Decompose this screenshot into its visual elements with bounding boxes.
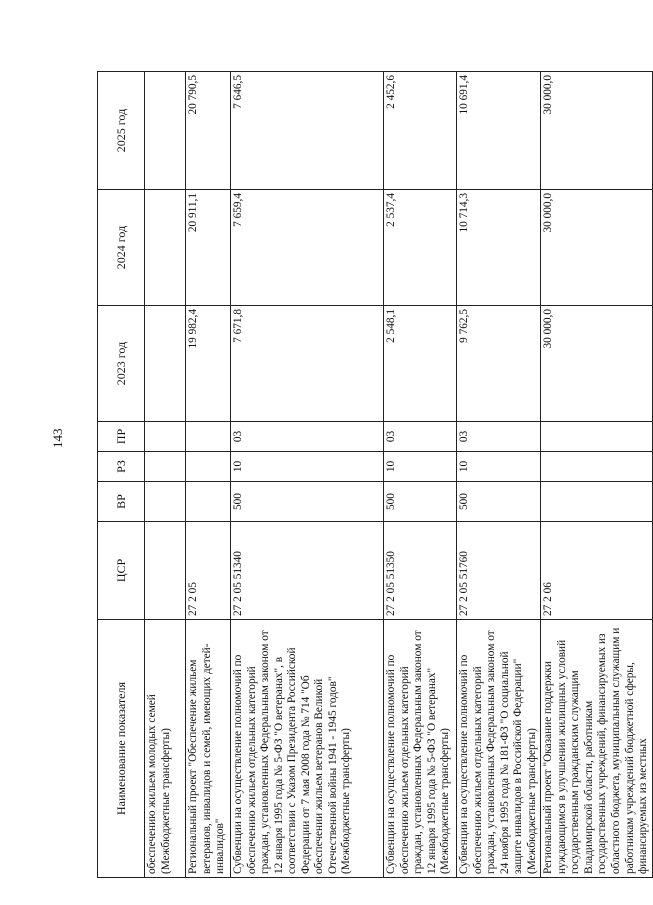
cell-vr: 500 [384,482,457,522]
cell-csr: 27 2 05 51350 [384,522,457,620]
table-row [541,72,652,878]
cell-2025: 20 790,5 [186,72,231,190]
cell-2025: 2 452,6 [384,72,457,190]
cell-2023: 7 671,8 [231,306,384,422]
header-2023: 2023 год [98,306,145,422]
cell-name: Субвенции на осуществление полномочий по обеспечению жильем отдельных категорий граждан, установленных Федеральным законом от 12 января 1995 года № 5-ФЗ "О ветеранах", в соответствии с Указом Президента Российской Федерации от 7 мая 2008 года № 714 "Об обеспечении жильем ветеранов Великой Отечественной войны 1941 - 1945 годов" (Межбюджетные трансферты) [231,620,384,878]
cell-pr: 03 [384,422,457,452]
budget-table-sheet [97,72,650,878]
cell-2024: 30 000,0 [541,190,652,306]
cell-pr: 03 [231,422,384,452]
cell-2024: 20 911,1 [186,190,231,306]
cell-csr [145,522,186,620]
cell-csr: 27 2 05 51340 [231,522,384,620]
cell-name: Региональный проект "Обеспечение жильем ветеранов, инвалидов и семей, имеющих детей-инвалидов" [186,620,231,878]
cell-pr [541,422,652,452]
page-number: 143 [50,428,65,448]
cell-2024: 10 714,3 [457,190,541,306]
cell-vr: 500 [457,482,541,522]
cell-csr: 27 2 05 [186,522,231,620]
cell-2023: 2 548,1 [384,306,457,422]
header-vr: ВР [98,482,145,522]
cell-name: обеспечению жильем молодых семей (Межбюджетные трансферты) [145,620,186,878]
cell-csr: 27 2 06 [541,522,652,620]
cell-2025: 7 646,5 [231,72,384,190]
cell-rz: 10 [384,452,457,482]
cell-2025: 30 000,0 [541,72,652,190]
cell-pr [186,422,231,452]
cell-vr [186,482,231,522]
table-header-row [98,72,145,878]
cell-vr [145,482,186,522]
cell-2024 [145,190,186,306]
cell-2024: 2 537,4 [384,190,457,306]
cell-rz [145,452,186,482]
cell-vr [541,482,652,522]
cell-vr: 500 [231,482,384,522]
header-csr: ЦСР [98,522,145,620]
header-rz: РЗ [98,452,145,482]
cell-rz: 10 [231,452,384,482]
cell-name: Региональный проект "Оказание поддержки нуждающимся в улучшении жилищных условий государственным гражданским служащим Владимирской области, работникам государственных учреждений, финансируемых из областного бюджета, муниципальным служащим и работникам учреждений бюджетной сферы, финансируемых из местных [541,620,652,878]
table-row [457,72,541,878]
cell-name: Субвенции на осуществление полномочий по обеспечению жильем отдельных категорий граждан, установленных Федеральным законом от 24 ноября 1995 года № 181-ФЗ "О социальной защите инвалидов в Российской Федерации" (Межбюджетные трансферты) [457,620,541,878]
cell-2025 [145,72,186,190]
cell-2025: 10 691,4 [457,72,541,190]
cell-rz [186,452,231,482]
table-row [384,72,457,878]
cell-2023: 30 000,0 [541,306,652,422]
cell-2023 [145,306,186,422]
cell-2023: 19 982,4 [186,306,231,422]
cell-name: Субвенции на осуществление полномочий по обеспечению жильем отдельных категорий граждан, установленных Федеральным законом от 12 января 1995 года № 5-ФЗ "О ветеранах" (Межбюджетные трансферты) [384,620,457,878]
header-2024: 2024 год [98,190,145,306]
cell-csr: 27 2 05 51760 [457,522,541,620]
cell-rz: 10 [457,452,541,482]
cell-pr: 03 [457,422,541,452]
table-row [186,72,231,878]
header-pr: ПР [98,422,145,452]
cell-pr [145,422,186,452]
header-name: Наименование показателя [98,620,145,878]
cell-2024: 7 659,4 [231,190,384,306]
table-row [145,72,186,878]
cell-rz [541,452,652,482]
table-row [231,72,384,878]
budget-table [97,71,653,878]
cell-2023: 9 762,5 [457,306,541,422]
header-2025: 2025 год [98,72,145,190]
